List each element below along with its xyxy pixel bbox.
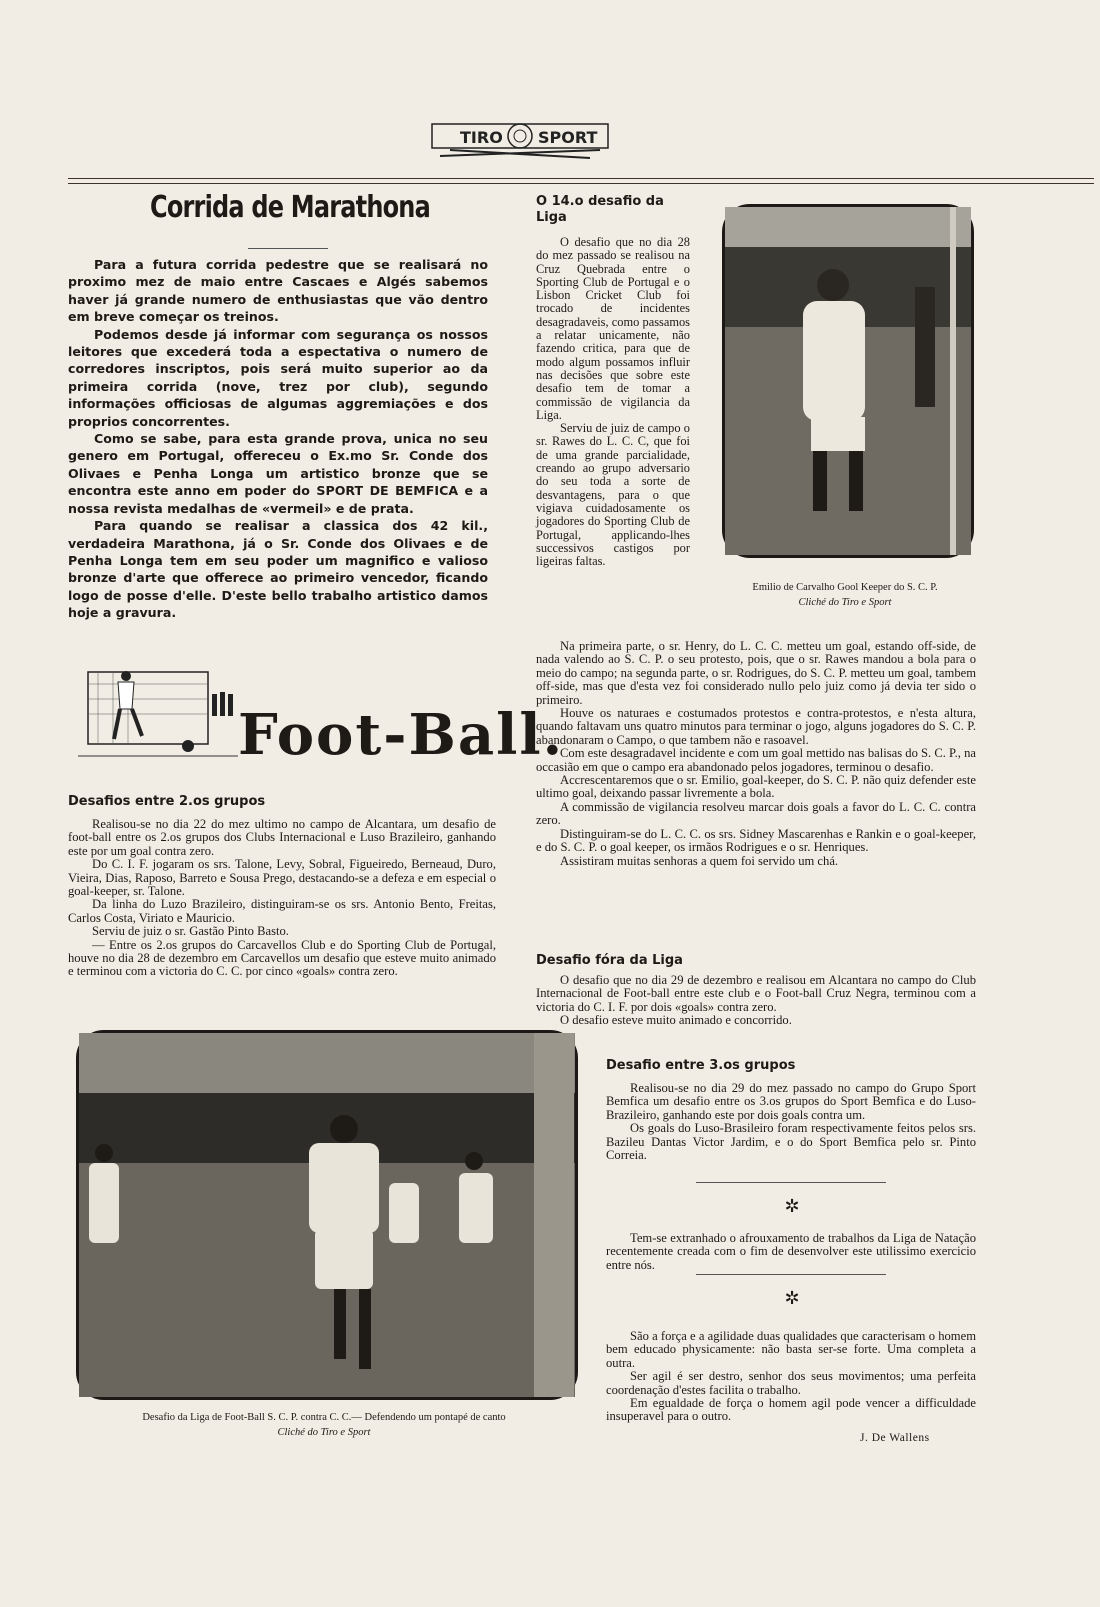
- football-banner-illustration: [78, 664, 565, 774]
- paragraph: São a força e a agilidade duas qualidades que caracterisam o homem bem educado physicamente: não basta ser-se forte. Uma completa a outra.: [606, 1329, 976, 1370]
- paragraph: O desafio que no dia 29 de dezembro e realisou em Alcantara no campo do Club Internacional de Foot-ball entre este club e o Foot-ball Cruz Negra, terminou com a victoria do C. I. F. por dois «goals» contra zero.: [536, 973, 976, 1014]
- paragraph: Serviu de juiz o sr. Gastão Pinto Basto.: [92, 924, 289, 939]
- header-rule: [68, 183, 1094, 184]
- ornament-icon: ✲: [784, 1196, 800, 1216]
- paragraph: Realisou-se no dia 22 do mez ultimo no campo de Alcantara, um desafio de foot-ball entre os 2.os grupos dos Clubs Internacional e Luso Brazileiro, ganhando este por um goal contra zero.: [68, 817, 496, 858]
- header-rule: [68, 178, 1094, 179]
- section-heading: Desafio entre 3.os grupos: [606, 1058, 796, 1073]
- fora-liga-article: [536, 974, 976, 1028]
- paragraph: Na primeira parte, o sr. Henry, do L. C. C. metteu um goal, estando off-side, de nada valendo ao S. C. P. o seu protesto, pois, que o sr. Rawes mandou a bola para o meio do campo; na segunda parte, o sr. Rodrigues, do S. C. P. metteu um goal, tambem off-side, mas que d'esta vez foi considerado nullo pelo juiz como já devia ter sido o primeiro.: [536, 639, 976, 707]
- paragraph: Com este desagradavel incidente e com um goal mettido nas balisas do S. C. P., na occasião em que o campo era abandonado pelos jogadores, terminou o desafio.: [536, 746, 976, 774]
- paragraph: Distinguiram-se do L. C. C. os srs. Sidney Mascarenhas e Rankin e o goal-keeper, e do S. C. P. o goal keeper, os irmãos Rodrigues e o sr. Henriques.: [536, 826, 976, 855]
- author-signature: J. De Wallens: [860, 1432, 930, 1444]
- photo-scene: [79, 1033, 575, 1397]
- paragraph: Realisou-se no dia 29 do mez passado no campo do Grupo Sport Bemfica um desafio entre os 3.os grupos do Sport Bemfica e do Luso-Brazileiro, ganhando este por dois goals contra um.: [606, 1081, 976, 1122]
- title-rule: [248, 248, 328, 249]
- closing-article: [606, 1330, 976, 1424]
- goalkeeper-photo: [722, 204, 974, 558]
- paragraph: Assistiram muitas senhoras a quem foi servido um chá.: [560, 853, 839, 868]
- liga-narrow-column: [536, 236, 690, 568]
- paragraph: Para a futura corrida pedestre que se realisará no proximo mez de maio entre Cascaes e Algés sabemos haver já grande numero de enthusiastas que vão dentro em breve começar os treinos.: [68, 257, 488, 325]
- photo-scene: [725, 207, 971, 555]
- divider: [696, 1274, 886, 1275]
- liga-article: [536, 640, 976, 868]
- paragraph: Da linha do Luzo Brazileiro, distinguiram-se os srs. Antonio Bento, Freitas, Carlos Costa, Viriato e Mauricio.: [68, 897, 496, 925]
- paragraph: Do C. I. F. jogaram os srs. Talone, Levy, Sobral, Figueiredo, Berneaud, Duro, Vieira, Dias, Raposo, Barreto e Sousa Prego, destacando-se a defeza e em especial o goal-keeper, sr. Talone.: [68, 857, 496, 899]
- football-article: [68, 818, 496, 979]
- paragraph: Ser agil é ser destro, senhor dos seus movimentos; uma perfeita coordenação d'estes facilita o trabalho.: [606, 1369, 976, 1397]
- section-heading: Desafio fóra da Liga: [536, 953, 683, 968]
- paragraph: Serviu de juiz de campo o sr. Rawes do L. C. C, que foi de uma grande parcialidade, creando ao grupo adversario do seu toda a sorte de desvantagens, para o que vigiava cuidadosamente os jogadores do Sporting Club de Portugal, applicando-lhes successivos castigos por ligeiras faltas.: [536, 421, 690, 569]
- paragraph: Podemos desde já informar com segurança os nossos leitores que excederá toda a espectativa o numero de corredores inscriptos, pois será muito superior ao da primeira corrida (nove, trez por club), segundo informações officiosas de algumas aggremiações e dos proprios concorrentes.: [68, 326, 488, 429]
- article-title: Corrida de Marathona: [150, 190, 430, 225]
- photo-caption: [722, 580, 968, 610]
- section-heading: Desafios entre 2.os grupos: [68, 794, 266, 809]
- paragraph: Tem-se extranhado o afrouxamento de trabalhos da Liga de Natação recentemente creada com o fim de desenvolver este utilissimo exercicio entre nós.: [606, 1231, 976, 1272]
- svg-text:SPORT: SPORT: [538, 128, 598, 147]
- paragraph: Accrescentaremos que o sr. Emilio, goal-keeper, do S. C. P. não quiz defender este ultimo goal, deixando passar livremente a bola.: [536, 773, 976, 801]
- caption-credit: Cliché do Tiro e Sport: [277, 1427, 371, 1438]
- paragraph: O desafio esteve muito animado e concorrido.: [560, 1013, 792, 1028]
- photo-caption: [76, 1410, 572, 1440]
- ornament-icon: ✲: [784, 1288, 800, 1308]
- paragraph: Para quando se realisar a classica dos 42 kil., verdadeira Marathona, já o Sr. Conde dos Olivaes e de Penha Longa tem em seu poder um magnifico e valioso bronze d'arte que offerece ao primeiro vencedor, ficando logo de posse d'elle. D'este bello trabalho artistico damos hoje a gravura.: [68, 518, 488, 621]
- paragraph: Houve os naturaes e costumados protestos e contra-protestos, e n'esta altura, quando faltavam uns quatro minutos para terminar o jogo, alguns jogadores do S. C. P. abandonaram o Campo, o que tambem não e rasoavel.: [536, 706, 976, 747]
- caption-text: Desafio da Liga de Foot-Ball S. C. P. contra C. C.— Defendendo um pontapé de canto: [142, 1412, 506, 1423]
- paragraph: A commissão de vigilancia resolveu marcar dois goals a favor do L. C. C. contra zero.: [536, 799, 976, 828]
- caption-credit: Cliché do Tiro e Sport: [798, 597, 892, 608]
- paragraph: Em egualdade de força o homem agil pode vencer a difficuldade insuperavel para o outro.: [606, 1396, 976, 1424]
- caption-text: Emilio de Carvalho Gool Keeper do S. C. P.: [752, 582, 938, 593]
- divider: [696, 1182, 886, 1183]
- marathon-article: [68, 256, 488, 622]
- paragraph: — Entre os 2.os grupos do Carcavellos Club e do Sporting Club de Portugal, houve no dia 28 de dezembro em Carcavellos um desafio que esteve muito animado e terminou com a victoria do C. C. por cinco «goals» contra zero.: [68, 937, 496, 979]
- masthead-logo: [430, 118, 610, 164]
- banner-title: Foot-Ball.: [238, 702, 565, 768]
- natacao-note: [606, 1232, 976, 1272]
- match-photo: [76, 1030, 578, 1400]
- paragraph: O desafio que no dia 28 do mez passado se realisou na Cruz Quebrada entre o Sporting Club de Portugal e o Lisbon Cricket Club foi trocado de incidentes desagradaveis, como passamos a relatar unicamente, não fazendo critica, para que de modo algum possamos influir nas decisões que sobre este desafio tem de tomar a commissão de vigilancia da Liga.: [536, 235, 690, 422]
- paragraph: Os goals do Luso-Brasileiro foram respectivamente feitos pelos srs. Bazileu Dantas Victor Jardim, e o do Sport Bemfica pelo sr. Pinto Correia.: [606, 1121, 976, 1163]
- paragraph: Como se sabe, para esta grande prova, unica no seu genero em Portugal, offereceu o Ex.mo Sr. Conde dos Olivaes e Penha Longa um artistico bronze que se encontra este anno em poder do SPORT DE BEMFICA e a nossa revista medalhas de «vermeil» e de prata.: [68, 431, 488, 516]
- svg-text:TIRO: TIRO: [460, 128, 503, 147]
- section-heading: O 14.o desafio da Liga: [536, 194, 664, 225]
- terceiros-article: [606, 1082, 976, 1162]
